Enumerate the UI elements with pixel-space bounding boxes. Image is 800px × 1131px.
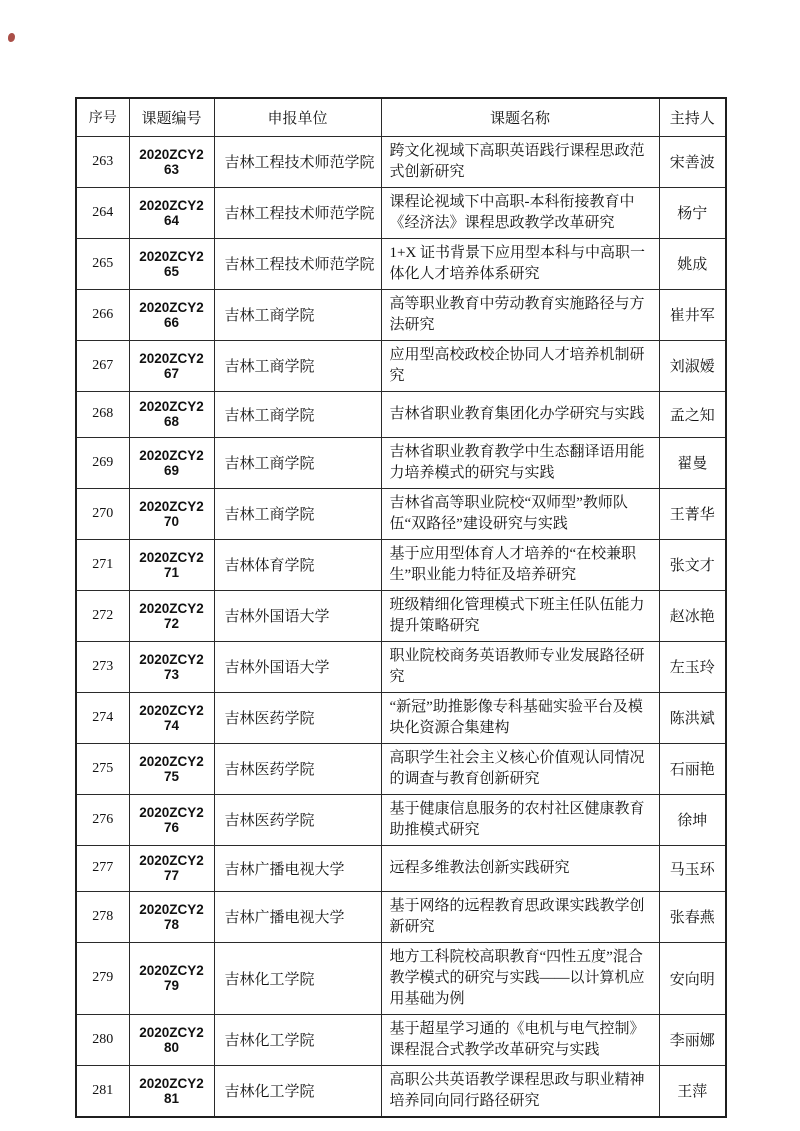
cell-leader: 徐坤 <box>659 794 726 845</box>
header-row <box>76 98 726 136</box>
table-row <box>76 794 726 845</box>
cell-no: 272 <box>76 590 129 641</box>
cell-leader: 张文才 <box>659 539 726 590</box>
cell-org: 吉林化工学院 <box>214 1014 381 1065</box>
cell-leader: 刘淑嫒 <box>659 340 726 391</box>
cell-no: 264 <box>76 187 129 238</box>
cell-leader: 张春燕 <box>659 891 726 942</box>
cell-title: 基于健康信息服务的农村社区健康教育助推模式研究 <box>381 794 659 845</box>
cell-code: 2020ZCY275 <box>129 743 214 794</box>
cell-org: 吉林工商学院 <box>214 437 381 488</box>
cell-no: 269 <box>76 437 129 488</box>
table-row <box>76 437 726 488</box>
cell-title: 远程多维教法创新实践研究 <box>381 845 659 891</box>
table-row <box>76 845 726 891</box>
cell-no: 276 <box>76 794 129 845</box>
col-header-title: 课题名称 <box>381 98 659 136</box>
cell-code: 2020ZCY279 <box>129 942 214 1014</box>
cell-title: 吉林省职业教育集团化办学研究与实践 <box>381 391 659 437</box>
cell-title: 职业院校商务英语教师专业发展路径研究 <box>381 641 659 692</box>
col-header-leader: 主持人 <box>659 98 726 136</box>
cell-org: 吉林工程技术师范学院 <box>214 187 381 238</box>
cell-leader: 赵冰艳 <box>659 590 726 641</box>
cell-no: 265 <box>76 238 129 289</box>
table-row <box>76 1014 726 1065</box>
cell-code: 2020ZCY276 <box>129 794 214 845</box>
table-row <box>76 590 726 641</box>
table-row <box>76 340 726 391</box>
cell-org: 吉林广播电视大学 <box>214 891 381 942</box>
cell-org: 吉林体育学院 <box>214 539 381 590</box>
col-header-org: 申报单位 <box>214 98 381 136</box>
cell-no: 273 <box>76 641 129 692</box>
cell-org: 吉林工商学院 <box>214 391 381 437</box>
cell-leader: 杨宁 <box>659 187 726 238</box>
cell-code: 2020ZCY277 <box>129 845 214 891</box>
cell-org: 吉林医药学院 <box>214 743 381 794</box>
cell-code: 2020ZCY281 <box>129 1065 214 1117</box>
cell-leader: 孟之知 <box>659 391 726 437</box>
table-row <box>76 391 726 437</box>
cell-org: 吉林工商学院 <box>214 289 381 340</box>
cell-leader: 李丽娜 <box>659 1014 726 1065</box>
cell-code: 2020ZCY267 <box>129 340 214 391</box>
cell-org: 吉林医药学院 <box>214 794 381 845</box>
cell-title: “新冠”助推影像专科基础实验平台及模块化资源合集建构 <box>381 692 659 743</box>
cell-leader: 安向明 <box>659 942 726 1014</box>
cell-code: 2020ZCY265 <box>129 238 214 289</box>
cell-no: 263 <box>76 136 129 187</box>
cell-title: 基于网络的远程教育思政课实践教学创新研究 <box>381 891 659 942</box>
cell-code: 2020ZCY280 <box>129 1014 214 1065</box>
cell-code: 2020ZCY278 <box>129 891 214 942</box>
cell-code: 2020ZCY273 <box>129 641 214 692</box>
cell-title: 高职公共英语教学课程思政与职业精神培养同向同行路径研究 <box>381 1065 659 1117</box>
cell-org: 吉林工商学院 <box>214 340 381 391</box>
col-header-no: 序号 <box>76 98 129 136</box>
cell-code: 2020ZCY272 <box>129 590 214 641</box>
cell-leader: 左玉玲 <box>659 641 726 692</box>
cell-title: 吉林省职业教育教学中生态翻译语用能力培养模式的研究与实践 <box>381 437 659 488</box>
cell-title: 课程论视域下中高职-本科衔接教育中《经济法》课程思政教学改革研究 <box>381 187 659 238</box>
table-row <box>76 539 726 590</box>
cell-title: 基于应用型体育人才培养的“在校兼职生”职业能力特征及培养研究 <box>381 539 659 590</box>
cell-org: 吉林广播电视大学 <box>214 845 381 891</box>
cell-no: 281 <box>76 1065 129 1117</box>
cell-no: 271 <box>76 539 129 590</box>
cell-title: 吉林省高等职业院校“双师型”教师队伍“双路径”建设研究与实践 <box>381 488 659 539</box>
table-row <box>76 238 726 289</box>
cell-code: 2020ZCY264 <box>129 187 214 238</box>
cell-leader: 马玉环 <box>659 845 726 891</box>
table-row <box>76 692 726 743</box>
cell-no: 275 <box>76 743 129 794</box>
cell-leader: 王菁华 <box>659 488 726 539</box>
cell-title: 高等职业教育中劳动教育实施路径与方法研究 <box>381 289 659 340</box>
cell-title: 地方工科院校高职教育“四性五度”混合教学模式的研究与实践——以计算机应用基础为例 <box>381 942 659 1014</box>
cell-title: 班级精细化管理模式下班主任队伍能力提升策略研究 <box>381 590 659 641</box>
cell-no: 277 <box>76 845 129 891</box>
cell-no: 268 <box>76 391 129 437</box>
table-row <box>76 488 726 539</box>
cell-no: 278 <box>76 891 129 942</box>
col-header-code: 课题编号 <box>129 98 214 136</box>
cell-title: 跨文化视域下高职英语践行课程思政范式创新研究 <box>381 136 659 187</box>
cell-no: 279 <box>76 942 129 1014</box>
cell-code: 2020ZCY266 <box>129 289 214 340</box>
cell-code: 2020ZCY269 <box>129 437 214 488</box>
cell-leader: 宋善波 <box>659 136 726 187</box>
cell-org: 吉林工商学院 <box>214 488 381 539</box>
cell-no: 270 <box>76 488 129 539</box>
cell-leader: 翟曼 <box>659 437 726 488</box>
cell-leader: 陈洪斌 <box>659 692 726 743</box>
cell-org: 吉林外国语大学 <box>214 641 381 692</box>
cell-code: 2020ZCY270 <box>129 488 214 539</box>
cell-leader: 崔井军 <box>659 289 726 340</box>
cell-title: 1+X 证书背景下应用型本科与中高职一体化人才培养体系研究 <box>381 238 659 289</box>
cell-code: 2020ZCY268 <box>129 391 214 437</box>
cell-no: 266 <box>76 289 129 340</box>
cell-no: 267 <box>76 340 129 391</box>
red-ink-mark <box>8 33 15 42</box>
cell-title: 高职学生社会主义核心价值观认同情况的调查与教育创新研究 <box>381 743 659 794</box>
cell-org: 吉林化工学院 <box>214 1065 381 1117</box>
table-row <box>76 942 726 1014</box>
cell-code: 2020ZCY274 <box>129 692 214 743</box>
table-row <box>76 1065 726 1117</box>
table-body <box>76 136 726 1117</box>
table-row <box>76 289 726 340</box>
cell-code: 2020ZCY271 <box>129 539 214 590</box>
projects-table <box>75 97 727 1118</box>
cell-leader: 姚成 <box>659 238 726 289</box>
cell-title: 基于超星学习通的《电机与电气控制》课程混合式教学改革研究与实践 <box>381 1014 659 1065</box>
cell-org: 吉林工程技术师范学院 <box>214 136 381 187</box>
table-row <box>76 136 726 187</box>
cell-leader: 石丽艳 <box>659 743 726 794</box>
cell-no: 280 <box>76 1014 129 1065</box>
table-row <box>76 891 726 942</box>
cell-org: 吉林医药学院 <box>214 692 381 743</box>
cell-code: 2020ZCY263 <box>129 136 214 187</box>
table-row <box>76 743 726 794</box>
table-row <box>76 187 726 238</box>
cell-no: 274 <box>76 692 129 743</box>
table-row <box>76 641 726 692</box>
cell-org: 吉林化工学院 <box>214 942 381 1014</box>
cell-org: 吉林外国语大学 <box>214 590 381 641</box>
cell-title: 应用型高校政校企协同人才培养机制研究 <box>381 340 659 391</box>
cell-leader: 王萍 <box>659 1065 726 1117</box>
cell-org: 吉林工程技术师范学院 <box>214 238 381 289</box>
